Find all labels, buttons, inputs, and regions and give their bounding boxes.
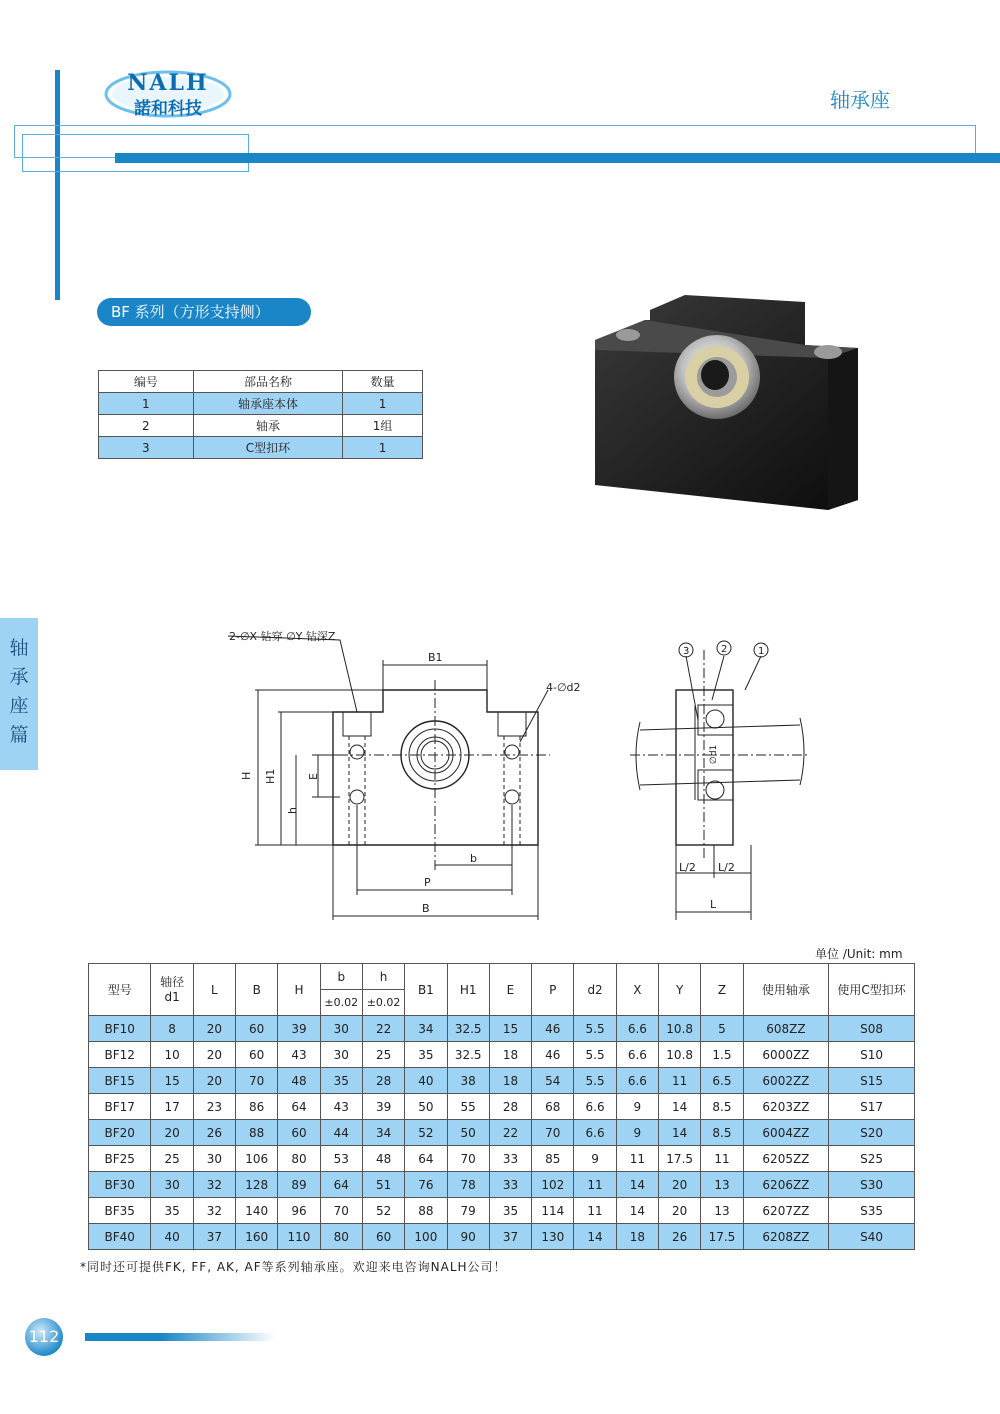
spec-cell: 11	[574, 1198, 616, 1224]
spec-cell: 130	[532, 1224, 574, 1250]
spec-cell: 26	[193, 1120, 235, 1146]
spec-cell: 6004ZZ	[743, 1120, 829, 1146]
parts-cell: C型扣环	[193, 437, 343, 459]
spec-cell: 5.5	[574, 1016, 616, 1042]
spec-cell: 35	[405, 1042, 447, 1068]
spec-cell: 96	[278, 1198, 320, 1224]
parts-cell: 1	[343, 437, 423, 459]
spec-header-d1: 轴径 d1	[151, 964, 193, 1016]
spec-cell: S15	[829, 1068, 915, 1094]
spec-cell: 25	[362, 1042, 404, 1068]
spec-cell: 70	[447, 1146, 489, 1172]
spec-cell: 13	[701, 1172, 743, 1198]
parts-table	[98, 370, 423, 459]
spec-header-tol-b: ±0.02	[320, 990, 362, 1016]
company-logo	[103, 70, 233, 118]
spec-cell: 64	[278, 1094, 320, 1120]
spec-cell: 33	[489, 1146, 531, 1172]
spec-cell: 100	[405, 1224, 447, 1250]
spec-cell: 18	[489, 1068, 531, 1094]
spec-cell: 40	[405, 1068, 447, 1094]
spec-cell: 43	[320, 1094, 362, 1120]
drawing-label-L: L	[710, 898, 717, 911]
side-tab-char: 承	[9, 666, 29, 688]
spec-cell: 52	[362, 1198, 404, 1224]
side-tab-char: 篇	[9, 724, 29, 746]
spec-header-E: E	[489, 964, 531, 1016]
spec-cell: 23	[193, 1094, 235, 1120]
parts-row	[99, 393, 423, 415]
spec-cell: 15	[151, 1068, 193, 1094]
spec-cell: 17.5	[701, 1224, 743, 1250]
spec-cell: 64	[320, 1172, 362, 1198]
spec-cell: 11	[659, 1068, 701, 1094]
spec-cell: 14	[659, 1120, 701, 1146]
drawing-label-d2: 4-∅d2	[546, 681, 581, 694]
spec-cell: 50	[447, 1120, 489, 1146]
drawing-label-L2-right: L/2	[718, 861, 735, 874]
spec-cell: 80	[278, 1146, 320, 1172]
parts-row	[99, 415, 423, 437]
spec-cell: 6.6	[616, 1016, 658, 1042]
footnote: *同时还可提供FK, FF, AK, AF等系列轴承座。欢迎来电咨询NALH公司！	[80, 1260, 507, 1274]
spec-cell: 102	[532, 1172, 574, 1198]
spec-cell: 64	[405, 1146, 447, 1172]
spec-cell: 6205ZZ	[743, 1146, 829, 1172]
spec-cell: 14	[574, 1224, 616, 1250]
spec-cell: 8.5	[701, 1120, 743, 1146]
spec-cell: 26	[659, 1224, 701, 1250]
spec-cell: 34	[405, 1016, 447, 1042]
spec-cell-model: BF40	[89, 1224, 151, 1250]
spec-cell: 20	[659, 1198, 701, 1224]
spec-cell: 32.5	[447, 1016, 489, 1042]
spec-cell: 5.5	[574, 1068, 616, 1094]
spec-cell: 6002ZZ	[743, 1068, 829, 1094]
spec-cell: 46	[532, 1016, 574, 1042]
drawing-label-d1: ∅d1	[709, 744, 719, 764]
spec-cell: 33	[489, 1172, 531, 1198]
spec-row	[89, 1198, 915, 1224]
spec-cell: 11	[574, 1172, 616, 1198]
spec-cell: 34	[362, 1120, 404, 1146]
spec-cell: 85	[532, 1146, 574, 1172]
drawing-callout-3: 3	[683, 646, 690, 657]
spec-cell: 20	[193, 1016, 235, 1042]
drawing-label-H: H	[240, 771, 253, 780]
unit-label: 单位 /Unit: mm	[815, 947, 903, 961]
spec-row	[89, 1016, 915, 1042]
spec-cell: 60	[278, 1120, 320, 1146]
parts-header-cell: 编号	[99, 371, 194, 393]
spec-cell: 48	[278, 1068, 320, 1094]
spec-cell: 37	[489, 1224, 531, 1250]
drawing-label-b: b	[470, 852, 477, 865]
page-number: 112	[25, 1318, 63, 1356]
spec-header-tol-h: ±0.02	[362, 990, 404, 1016]
spec-cell: 88	[405, 1198, 447, 1224]
spec-header-model: 型号	[89, 964, 151, 1016]
spec-cell: 53	[320, 1146, 362, 1172]
spec-cell: 43	[278, 1042, 320, 1068]
spec-header-h: h	[362, 964, 404, 990]
spec-cell: S40	[829, 1224, 915, 1250]
spec-header-bearing: 使用轴承	[743, 964, 829, 1016]
spec-cell: 60	[236, 1016, 278, 1042]
spec-cell: 9	[616, 1120, 658, 1146]
spec-header-row	[89, 964, 915, 990]
spec-cell: 8.5	[701, 1094, 743, 1120]
drawing-callout-2: 2	[721, 644, 728, 655]
spec-row	[89, 1094, 915, 1120]
spec-cell: 17.5	[659, 1146, 701, 1172]
spec-cell: 60	[362, 1224, 404, 1250]
spec-cell: S20	[829, 1120, 915, 1146]
spec-cell: 18	[616, 1224, 658, 1250]
spec-header-B1: B1	[405, 964, 447, 1016]
spec-cell: 25	[151, 1146, 193, 1172]
spec-cell: 28	[489, 1094, 531, 1120]
spec-cell: 6208ZZ	[743, 1224, 829, 1250]
spec-cell-model: BF10	[89, 1016, 151, 1042]
spec-cell: 46	[532, 1042, 574, 1068]
spec-cell: 17	[151, 1094, 193, 1120]
spec-cell-model: BF25	[89, 1146, 151, 1172]
spec-cell: S17	[829, 1094, 915, 1120]
drawing-hole-note: 2-∅X 钻穿 ∅Y 钻深Z	[229, 630, 336, 643]
spec-header-d2: d2	[574, 964, 616, 1016]
spec-cell: 6.6	[574, 1120, 616, 1146]
spec-cell: 110	[278, 1224, 320, 1250]
spec-cell: 35	[151, 1198, 193, 1224]
header-vertical-bar	[55, 70, 60, 300]
parts-header-row	[99, 371, 423, 393]
side-tab	[0, 618, 38, 770]
spec-cell: 52	[405, 1120, 447, 1146]
spec-cell-model: BF15	[89, 1068, 151, 1094]
drawing-label-B: B	[422, 902, 430, 915]
header-horizontal-bar	[115, 153, 1000, 163]
page-title: 轴承座	[830, 88, 890, 112]
spec-cell: 20	[193, 1068, 235, 1094]
spec-cell: 10	[151, 1042, 193, 1068]
spec-cell: 48	[362, 1146, 404, 1172]
spec-cell: 70	[320, 1198, 362, 1224]
spec-cell: 76	[405, 1172, 447, 1198]
spec-cell: 5.5	[574, 1042, 616, 1068]
spec-cell: 106	[236, 1146, 278, 1172]
spec-cell: S30	[829, 1172, 915, 1198]
spec-row	[89, 1042, 915, 1068]
spec-header-b: b	[320, 964, 362, 990]
spec-cell-model: BF30	[89, 1172, 151, 1198]
spec-header-Z: Z	[701, 964, 743, 1016]
spec-cell: 10.8	[659, 1042, 701, 1068]
spec-cell: 22	[362, 1016, 404, 1042]
spec-header-L: L	[193, 964, 235, 1016]
spec-table-body	[89, 1016, 915, 1250]
spec-row	[89, 1068, 915, 1094]
spec-cell: 30	[193, 1146, 235, 1172]
parts-row	[99, 437, 423, 459]
spec-cell: S25	[829, 1146, 915, 1172]
product-photo	[590, 290, 865, 510]
spec-cell: 88	[236, 1120, 278, 1146]
parts-cell: 1	[343, 393, 423, 415]
spec-cell: 35	[320, 1068, 362, 1094]
spec-cell: 32	[193, 1172, 235, 1198]
spec-cell-model: BF20	[89, 1120, 151, 1146]
logo-text-main: NALH	[127, 70, 209, 96]
spec-cell: 11	[616, 1146, 658, 1172]
drawing-label-L2-left: L/2	[679, 861, 696, 874]
spec-header-Y: Y	[659, 964, 701, 1016]
parts-cell: 2	[99, 415, 194, 437]
spec-cell: 13	[701, 1198, 743, 1224]
spec-row	[89, 1146, 915, 1172]
drawing-label-h: h	[286, 807, 299, 814]
spec-header-ring: 使用C型扣环	[829, 964, 915, 1016]
spec-cell: 20	[659, 1172, 701, 1198]
spec-row	[89, 1224, 915, 1250]
spec-cell: 11	[701, 1146, 743, 1172]
spec-cell: 6000ZZ	[743, 1042, 829, 1068]
spec-cell: 50	[405, 1094, 447, 1120]
spec-cell: 39	[362, 1094, 404, 1120]
spec-cell: 78	[447, 1172, 489, 1198]
parts-cell: 1	[99, 393, 194, 415]
spec-table	[88, 963, 915, 1250]
spec-cell: 35	[489, 1198, 531, 1224]
spec-cell: S35	[829, 1198, 915, 1224]
spec-cell: 10.8	[659, 1016, 701, 1042]
spec-cell: 6203ZZ	[743, 1094, 829, 1120]
spec-cell: 51	[362, 1172, 404, 1198]
spec-cell: 14	[616, 1172, 658, 1198]
spec-cell: 80	[320, 1224, 362, 1250]
side-tab-char: 座	[9, 695, 29, 717]
spec-cell: S08	[829, 1016, 915, 1042]
spec-cell: 9	[616, 1094, 658, 1120]
spec-cell: 6.6	[616, 1042, 658, 1068]
spec-cell: 6206ZZ	[743, 1172, 829, 1198]
drawing-label-b1: B1	[428, 651, 443, 664]
spec-cell-model: BF35	[89, 1198, 151, 1224]
spec-header-X: X	[616, 964, 658, 1016]
spec-cell: 140	[236, 1198, 278, 1224]
spec-cell: 70	[532, 1120, 574, 1146]
spec-cell: 32.5	[447, 1042, 489, 1068]
spec-cell: 32	[193, 1198, 235, 1224]
spec-row	[89, 1172, 915, 1198]
spec-cell: 8	[151, 1016, 193, 1042]
spec-cell: 6.6	[574, 1094, 616, 1120]
spec-cell: 30	[320, 1042, 362, 1068]
spec-cell: 6.5	[701, 1068, 743, 1094]
drawing-label-E: E	[307, 773, 320, 780]
spec-cell: 55	[447, 1094, 489, 1120]
parts-cell: 1组	[343, 415, 423, 437]
section-label: BF 系列（方形支持侧）	[97, 298, 311, 326]
spec-cell: 40	[151, 1224, 193, 1250]
side-tab-char: 轴	[9, 637, 29, 659]
spec-cell: 160	[236, 1224, 278, 1250]
spec-cell: 70	[236, 1068, 278, 1094]
spec-cell: 20	[193, 1042, 235, 1068]
spec-cell: 14	[616, 1198, 658, 1224]
spec-cell: 68	[532, 1094, 574, 1120]
spec-cell: 54	[532, 1068, 574, 1094]
spec-cell: 79	[447, 1198, 489, 1224]
spec-cell: 5	[701, 1016, 743, 1042]
spec-cell: 89	[278, 1172, 320, 1198]
spec-cell: 20	[151, 1120, 193, 1146]
parts-header-cell: 部品名称	[193, 371, 343, 393]
spec-cell-model: BF12	[89, 1042, 151, 1068]
spec-cell: 9	[574, 1146, 616, 1172]
spec-cell: 1.5	[701, 1042, 743, 1068]
spec-cell: 6.6	[616, 1068, 658, 1094]
spec-cell: 90	[447, 1224, 489, 1250]
spec-cell: 608ZZ	[743, 1016, 829, 1042]
spec-cell: 39	[278, 1016, 320, 1042]
spec-header-H: H	[278, 964, 320, 1016]
spec-cell: 14	[659, 1094, 701, 1120]
spec-cell: 37	[193, 1224, 235, 1250]
spec-cell: 86	[236, 1094, 278, 1120]
parts-cell: 3	[99, 437, 194, 459]
spec-header-H1: H1	[447, 964, 489, 1016]
parts-cell: 轴承座本体	[193, 393, 343, 415]
spec-cell-model: BF17	[89, 1094, 151, 1120]
spec-header-B: B	[236, 964, 278, 1016]
spec-cell: 18	[489, 1042, 531, 1068]
spec-cell: 30	[320, 1016, 362, 1042]
spec-cell: 60	[236, 1042, 278, 1068]
spec-header-P: P	[532, 964, 574, 1016]
spec-row	[89, 1120, 915, 1146]
spec-cell: S10	[829, 1042, 915, 1068]
spec-cell: 38	[447, 1068, 489, 1094]
drawing-callout-1: 1	[758, 646, 765, 657]
parts-header-cell: 数量	[343, 371, 423, 393]
spec-cell: 6207ZZ	[743, 1198, 829, 1224]
drawing-label-P: P	[424, 876, 431, 889]
spec-cell: 128	[236, 1172, 278, 1198]
drawing-label-H1: H1	[264, 768, 277, 784]
spec-cell: 15	[489, 1016, 531, 1042]
spec-cell: 44	[320, 1120, 362, 1146]
parts-cell: 轴承	[193, 415, 343, 437]
spec-cell: 28	[362, 1068, 404, 1094]
footer-bar	[85, 1333, 275, 1341]
spec-cell: 22	[489, 1120, 531, 1146]
logo-text-sub: 諾和科技	[134, 99, 202, 119]
spec-cell: 30	[151, 1172, 193, 1198]
spec-cell: 114	[532, 1198, 574, 1224]
